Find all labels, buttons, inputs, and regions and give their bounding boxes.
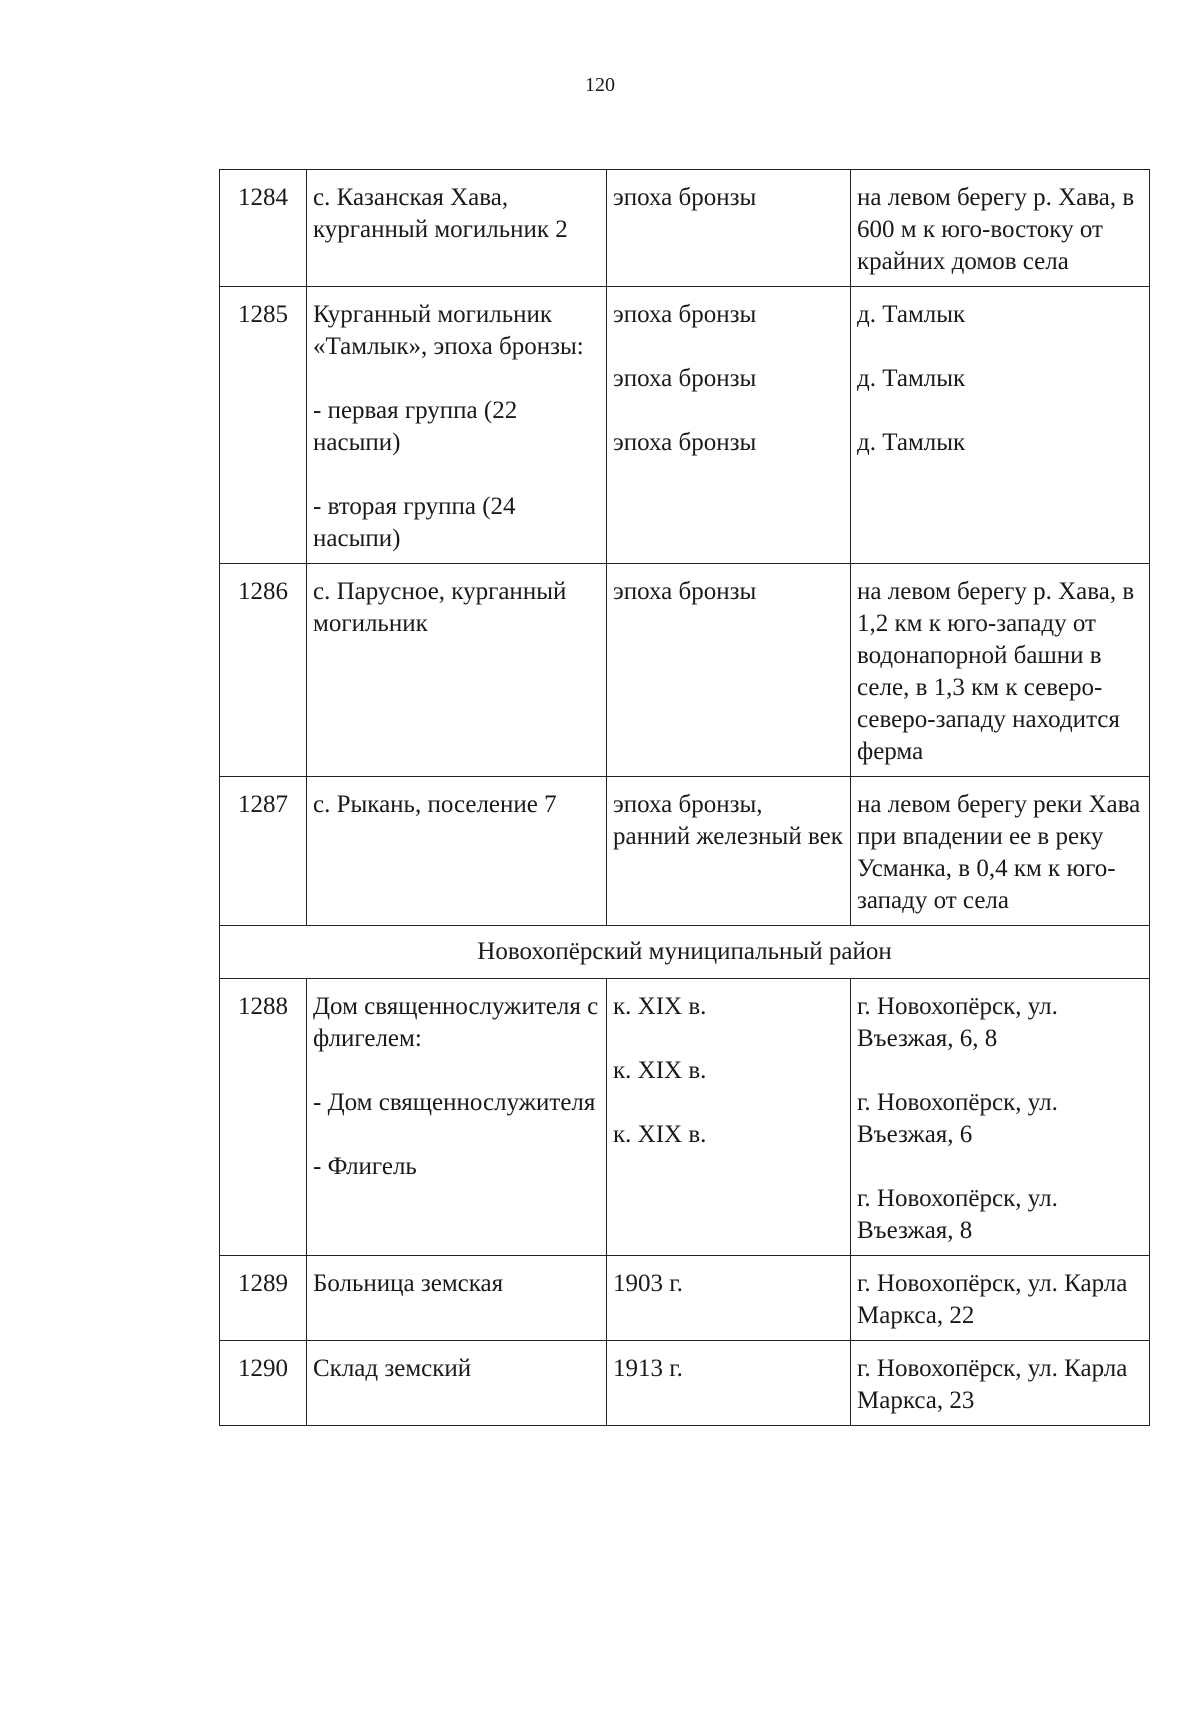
- object-name-cell-text: с. Рыкань, поселение 7: [313, 791, 557, 818]
- row-number: 1287: [220, 777, 307, 926]
- location-cell: [851, 1256, 1150, 1341]
- dating-cell: [607, 287, 851, 564]
- dating-cell: [607, 170, 851, 287]
- object-name-cell: [307, 1256, 607, 1341]
- dating-cell: [607, 564, 851, 777]
- dating-cell-text: к. XIX в.: [613, 1057, 707, 1084]
- object-name-cell: [307, 170, 607, 287]
- row-number: 1286: [220, 564, 307, 777]
- object-name-cell-text: Курганный могильник «Тамлык», эпоха бронзы:: [313, 301, 584, 360]
- object-name-cell-text: - вторая группа (24 насыпи): [313, 493, 516, 552]
- location-cell-text: на левом берегу р. Хава, в 600 м к юго-востоку от крайних домов села: [857, 184, 1135, 275]
- location-cell-text: на левом берегу р. Хава, в 1,2 км к юго-западу от водонапорной башни в селе, в 1,3 км к северо-северо-западу находится ферма: [857, 578, 1135, 765]
- row-number: 1284: [220, 170, 307, 287]
- dating-cell: [607, 1256, 851, 1341]
- object-name-cell-text: с. Казанская Хава, курганный могильник 2: [313, 184, 568, 243]
- row-number: 1285: [220, 287, 307, 564]
- object-name-cell-text: Склад земский: [313, 1355, 472, 1382]
- location-cell-text: г. Новохопёрск, ул. Въезжая, 6: [857, 1089, 1058, 1148]
- row-number: 1289: [220, 1256, 307, 1341]
- object-name-cell: [307, 979, 607, 1256]
- row-number: 1288: [220, 979, 307, 1256]
- object-name-cell-text: - Флигель: [313, 1153, 417, 1180]
- dating-cell-text: к. XIX в.: [613, 1121, 707, 1148]
- table-row: [220, 777, 1150, 926]
- location-cell: [851, 170, 1150, 287]
- location-cell-text: д. Тамлык: [857, 365, 966, 392]
- object-name-cell-text: с. Парусное, курганный могильник: [313, 578, 567, 637]
- page-number: 120: [585, 74, 615, 96]
- table-row: [220, 287, 1150, 564]
- table-row: [220, 170, 1150, 287]
- dating-cell-text: 1913 г.: [613, 1355, 683, 1382]
- location-cell: [851, 564, 1150, 777]
- table-row: [220, 564, 1150, 777]
- dating-cell-text: эпоха бронзы: [613, 365, 757, 392]
- object-name-cell-text: - первая группа (22 насыпи): [313, 397, 518, 456]
- dating-cell-text: эпоха бронзы: [613, 184, 757, 211]
- location-cell-text: д. Тамлык: [857, 301, 966, 328]
- district-header-row: [220, 926, 1150, 979]
- object-name-cell: [307, 1341, 607, 1426]
- table-row: [220, 1341, 1150, 1426]
- dating-cell-text: эпоха бронзы: [613, 429, 757, 456]
- location-cell-text: г. Новохопёрск, ул. Въезжая, 8: [857, 1185, 1058, 1244]
- dating-cell-text: 1903 г.: [613, 1270, 683, 1297]
- dating-cell: [607, 1341, 851, 1426]
- location-cell: [851, 1341, 1150, 1426]
- location-cell-text: д. Тамлык: [857, 429, 966, 456]
- district-title: Новохопёрский муниципальный район: [220, 926, 1150, 979]
- dating-cell: [607, 777, 851, 926]
- location-cell: [851, 287, 1150, 564]
- dating-cell-text: эпоха бронзы, ранний железный век: [613, 791, 843, 850]
- location-cell-text: г. Новохопёрск, ул. Въезжая, 6, 8: [857, 993, 1058, 1052]
- table-row: [220, 979, 1150, 1256]
- object-name-cell-text: - Дом священнослужителя: [313, 1089, 596, 1116]
- dating-cell: [607, 979, 851, 1256]
- object-name-cell: [307, 287, 607, 564]
- dating-cell-text: эпоха бронзы: [613, 301, 757, 328]
- object-name-cell: [307, 777, 607, 926]
- object-name-cell-text: Дом священнослужителя с флигелем:: [313, 993, 599, 1052]
- dating-cell-text: к. XIX в.: [613, 993, 707, 1020]
- object-name-cell-text: Больница земская: [313, 1270, 504, 1297]
- location-cell-text: г. Новохопёрск, ул. Карла Маркса, 22: [857, 1270, 1128, 1329]
- row-number: 1290: [220, 1341, 307, 1426]
- location-cell: [851, 777, 1150, 926]
- location-cell: [851, 979, 1150, 1256]
- location-cell-text: г. Новохопёрск, ул. Карла Маркса, 23: [857, 1355, 1128, 1414]
- location-cell-text: на левом берегу реки Хава при впадении ее в реку Усманка, в 0,4 км к юго-западу от села: [857, 791, 1141, 914]
- table-row: [220, 1256, 1150, 1341]
- registry-table-body: [220, 170, 1150, 1426]
- dating-cell-text: эпоха бронзы: [613, 578, 757, 605]
- heritage-registry-table: [219, 169, 1150, 1426]
- object-name-cell: [307, 564, 607, 777]
